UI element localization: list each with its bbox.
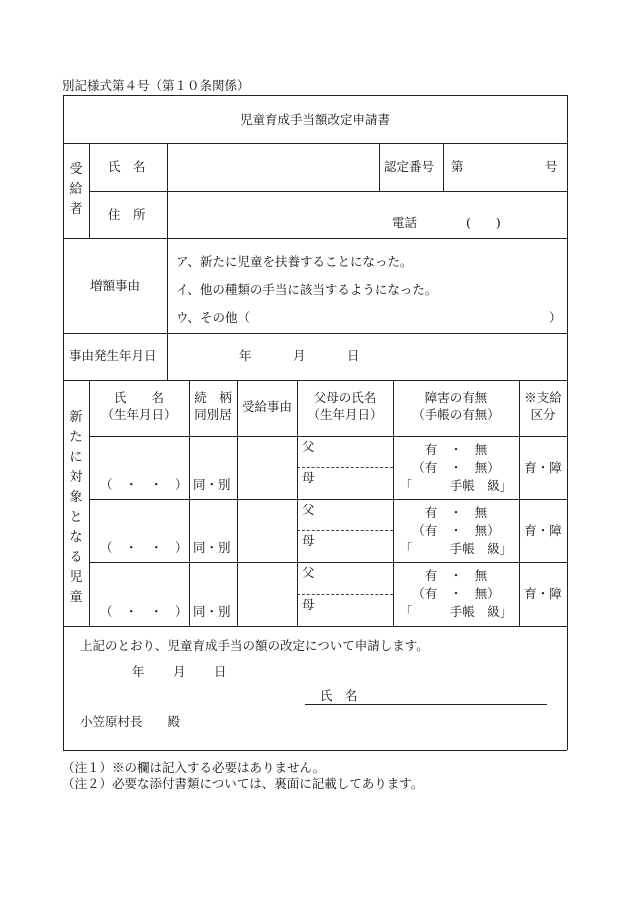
col-header-category: ※支給 bbox=[524, 390, 562, 405]
handbook-grade[interactable]: 「 手帳 級」 bbox=[399, 604, 513, 619]
col-header-relation-sub: 同別居 bbox=[194, 407, 232, 422]
children-side-label: 新たに対象となる児童 bbox=[69, 410, 83, 605]
cert-prefix: 第 bbox=[451, 159, 464, 174]
occurrence-year: 年 bbox=[239, 348, 252, 363]
phone-paren: ( ) bbox=[466, 215, 501, 230]
parent-separator bbox=[297, 594, 393, 595]
note-1: （注１）※の欄は記入する必要はありません。 bbox=[62, 760, 326, 775]
parent-separator bbox=[297, 530, 393, 531]
handbook-choice[interactable]: （有 ・ 無） bbox=[412, 523, 500, 538]
col-header-parents: 父母の氏名 bbox=[313, 390, 377, 405]
col-header-disability-sub: （手帳の有無） bbox=[412, 407, 500, 422]
application-year: 年 bbox=[132, 664, 145, 679]
note-2: （注２）必要な添付書類については、裏面に記載してあります。 bbox=[62, 776, 424, 791]
cert-number-label: 認定番号 bbox=[384, 159, 435, 174]
name-label: 氏 名 bbox=[108, 159, 146, 174]
payment-category[interactable]: 育・障 bbox=[524, 586, 562, 601]
handbook-grade[interactable]: 「 手帳 級」 bbox=[399, 478, 513, 493]
col-header-disability: 障害の有無 bbox=[424, 390, 488, 405]
col-header-name-sub: （生年月日） bbox=[101, 407, 177, 422]
handbook-grade[interactable]: 「 手帳 級」 bbox=[399, 541, 513, 556]
phone-label: 電話 bbox=[392, 215, 418, 230]
mother-label: 母 bbox=[302, 470, 315, 485]
father-label: 父 bbox=[302, 502, 315, 517]
col-header-reason: 受給事由 bbox=[241, 399, 292, 414]
occurrence-date-label: 事由発生年月日 bbox=[69, 348, 157, 363]
reason-item-c[interactable]: ウ、その他（ bbox=[176, 310, 251, 325]
reason-item-a[interactable]: ア、新たに児童を扶養することになった。 bbox=[176, 254, 413, 269]
row-divider bbox=[63, 380, 567, 381]
col-header-name: 氏 名 bbox=[113, 390, 164, 405]
table-border bbox=[63, 95, 567, 96]
handbook-choice[interactable]: （有 ・ 無） bbox=[412, 586, 500, 601]
disability-choice[interactable]: 有 ・ 無 bbox=[424, 505, 488, 520]
application-day: 日 bbox=[214, 664, 227, 679]
addressee: 小笠原村長 殿 bbox=[80, 714, 181, 729]
address-input[interactable] bbox=[168, 192, 566, 216]
form-number: 別記様式第４号（第１０条関係） bbox=[62, 78, 250, 93]
row-divider bbox=[63, 626, 567, 627]
reason-item-b[interactable]: イ、他の種類の手当に該当するようになった。 bbox=[176, 282, 438, 297]
disability-choice[interactable]: 有 ・ 無 bbox=[424, 568, 488, 583]
row-divider bbox=[89, 562, 567, 563]
father-label: 父 bbox=[302, 565, 315, 580]
payment-category[interactable]: 育・障 bbox=[524, 523, 562, 538]
col-header-relation: 続 柄 bbox=[194, 390, 232, 405]
occurrence-day: 日 bbox=[347, 348, 360, 363]
col-divider bbox=[167, 238, 168, 380]
parent-separator bbox=[297, 467, 393, 468]
child-cohabitation[interactable]: 同・別 bbox=[193, 604, 231, 619]
col-header-parents-sub: （生年月日） bbox=[307, 407, 383, 422]
mother-label: 母 bbox=[302, 597, 315, 612]
application-month: 月 bbox=[173, 664, 186, 679]
col-divider bbox=[89, 143, 90, 238]
col-divider bbox=[443, 143, 444, 191]
payment-category[interactable]: 育・障 bbox=[524, 460, 562, 475]
child-cohabitation[interactable]: 同・別 bbox=[193, 477, 231, 492]
applicant-signature-line[interactable] bbox=[305, 704, 547, 705]
name-input[interactable] bbox=[168, 144, 378, 190]
child-birthdate[interactable]: （ ・ ・ ） bbox=[100, 604, 188, 619]
cert-number-input[interactable] bbox=[466, 144, 542, 190]
applicant-name-label: 氏 名 bbox=[320, 688, 358, 703]
child-birthdate[interactable]: （ ・ ・ ） bbox=[100, 540, 188, 555]
col-divider bbox=[237, 380, 238, 626]
row-divider bbox=[89, 499, 567, 500]
handbook-choice[interactable]: （有 ・ 無） bbox=[412, 460, 500, 475]
table-border bbox=[567, 95, 568, 750]
reason-close-paren: ） bbox=[549, 310, 562, 325]
col-header-category-sub: 区分 bbox=[530, 407, 556, 422]
table-border bbox=[63, 750, 567, 751]
address-label: 住 所 bbox=[108, 207, 146, 222]
occurrence-month: 月 bbox=[293, 348, 306, 363]
disability-choice[interactable]: 有 ・ 無 bbox=[424, 442, 488, 457]
row-divider bbox=[63, 333, 567, 334]
application-statement: 上記のとおり、児童育成手当の額の改定について申請します。 bbox=[80, 638, 429, 653]
row-divider bbox=[63, 238, 567, 239]
table-border bbox=[63, 95, 64, 750]
row-divider bbox=[89, 436, 567, 437]
child-cohabitation[interactable]: 同・別 bbox=[193, 540, 231, 555]
form-title: 児童育成手当額改定申請書 bbox=[239, 112, 390, 127]
child-birthdate[interactable]: （ ・ ・ ） bbox=[100, 477, 188, 492]
mother-label: 母 bbox=[302, 533, 315, 548]
col-divider bbox=[379, 143, 380, 191]
increase-reason-label: 増額事由 bbox=[90, 278, 141, 293]
cert-suffix: 号 bbox=[545, 159, 558, 174]
recipient-label: 受給者 bbox=[69, 162, 83, 217]
father-label: 父 bbox=[302, 439, 315, 454]
